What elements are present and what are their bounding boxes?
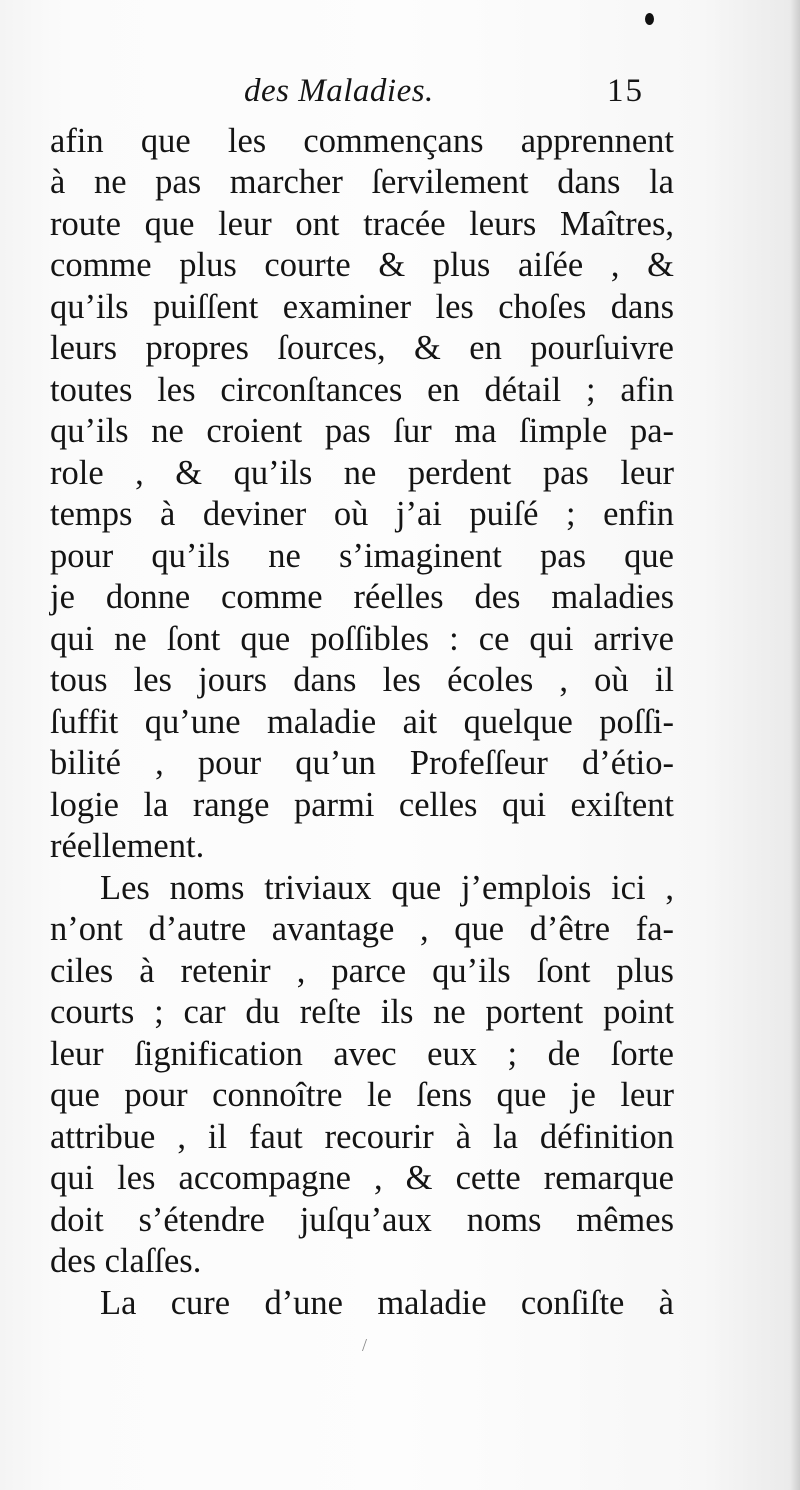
text-line: comme plus courte & plus aiſée , &	[50, 246, 674, 284]
text-line: leur ſignification avec eux ; de ſorte	[50, 1035, 674, 1073]
text-line: qui ne ſont que poſſibles : ce qui arrive	[50, 620, 674, 658]
paragraph-first-line: Les noms triviaux que j’emplois ici ,	[100, 869, 674, 907]
text-line: doit s’étendre juſqu’aux noms mêmes	[50, 1201, 674, 1239]
paper-speck: /	[362, 1335, 368, 1355]
text-line: n’ont d’autre avantage , que d’être fa-	[50, 910, 674, 948]
text-line: route que leur ont tracée leurs Maîtres,	[50, 205, 674, 243]
text-line: à ne pas marcher ſervilement dans la	[50, 163, 674, 201]
text-line: toutes les circonſtances en détail ; afin	[50, 371, 674, 409]
text-line: que pour connoître le ſens que je leur	[50, 1076, 674, 1114]
text-line: attribue , il faut recourir à la définition	[50, 1118, 674, 1156]
text-line: logie la range parmi celles qui exiſtent	[50, 786, 674, 824]
page-number: 15	[607, 73, 644, 109]
text-line: bilité , pour qu’un Profeſſeur d’étio-	[50, 744, 674, 782]
text-line: leurs propres ſources, & en pourſuivre	[50, 329, 674, 367]
text-line: je donne comme réelles des maladies	[50, 578, 674, 616]
text-line: afin que les commençans apprennent	[50, 122, 674, 160]
text-line: tous les jours dans les écoles , où il	[50, 661, 674, 699]
text-line: ciles à retenir , parce qu’ils ſont plus	[50, 952, 674, 990]
text-line: qui les accompagne , & cette remarque	[50, 1159, 674, 1197]
text-line: ſuffit qu’une maladie ait quelque poſſi-	[50, 703, 674, 741]
text-line: réellement.	[50, 827, 205, 865]
text-line: qu’ils ne croient pas ſur ma ſimple pa-	[50, 412, 674, 450]
text-line: role , & qu’ils ne perdent pas leur	[50, 454, 674, 492]
text-line: pour qu’ils ne s’imaginent pas que	[50, 537, 674, 575]
text-line: courts ; car du reſte ils ne portent point	[50, 993, 674, 1031]
running-title: des Maladies.	[244, 73, 434, 109]
text-line: des claſſes.	[50, 1242, 202, 1280]
paragraph-first-line: La cure d’une maladie conſiſte à	[100, 1284, 674, 1322]
text-line: temps à deviner où j’ai puiſé ; enfin	[50, 495, 674, 533]
text-line: qu’ils puiſſent examiner les choſes dans	[50, 288, 674, 326]
